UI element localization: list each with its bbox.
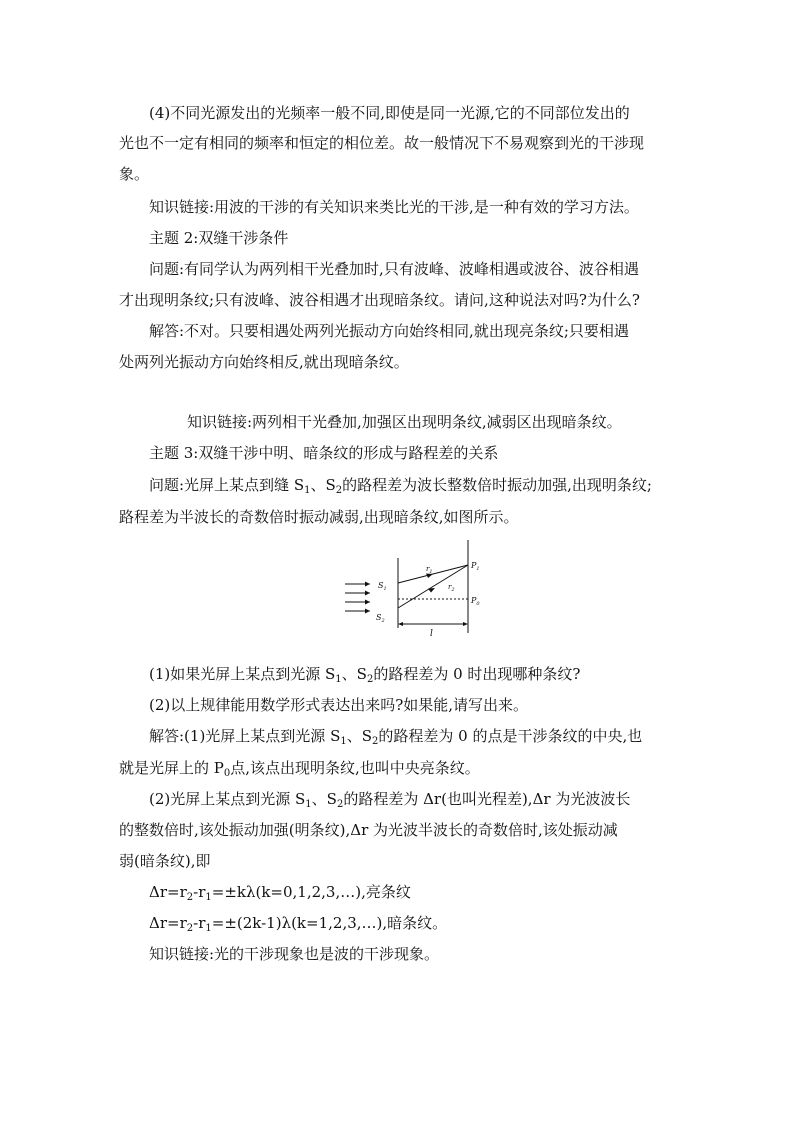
topic-heading: 主题 3:双缝干涉中明、暗条纹的形成与路程差的关系 <box>149 444 499 462</box>
path-r2 <box>398 565 468 608</box>
question-line: (2)以上规律能用数学形式表达出来吗?如果能,请写出来。 <box>149 696 529 714</box>
s2-label: $S_2$ <box>376 613 385 624</box>
topic-heading: 主题 2:双缝干涉条件 <box>149 229 289 247</box>
knowledge-link: 知识链接:两列相干光叠加,加强区出现明条纹,减弱区出现暗条纹。 <box>187 413 622 431</box>
paragraph-line: 象。 <box>119 165 150 183</box>
answer-line: (2)光屏上某点到光源 $S_1$、$S_2$的路程差为 Δr(也叫光程差),Δr 为光波波长 <box>149 790 631 810</box>
r2-label: $r_2$ <box>448 583 455 593</box>
answer-line: 就是光屏上的 $P_0$点,该点出现明条纹,也叫中央亮条纹。 <box>119 759 480 779</box>
question-line: (1)如果光屏上某点到光源 $S_1$、$S_2$的路程差为 0 时出现哪种条纹? <box>149 665 581 685</box>
answer-line: 解答:(1)光屏上某点到光源 $S_1$、$S_2$的路程差为 0 的点是干涉条纹的中央,也 <box>149 727 643 747</box>
paragraph-line: (4)不同光源发出的光频率一般不同,即使是同一光源,它的不同部位发出的 <box>149 104 630 122</box>
p0-label: $P_0$ <box>471 596 480 607</box>
s1-label: $S_1$ <box>378 581 387 592</box>
knowledge-link: 知识链接:光的干涉现象也是波的干涉现象。 <box>149 945 440 963</box>
answer-line: 处两列光振动方向始终相反,就出现暗条纹。 <box>119 353 409 371</box>
question-line: 路程差为半波长的奇数倍时振动减弱,出现暗条纹,如图所示。 <box>119 508 519 526</box>
r1-label: $r_1$ <box>426 565 433 575</box>
question-line: 才出现明条纹;只有波峰、波谷相遇才出现暗条纹。请问,这种说法对吗?为什么? <box>119 291 640 309</box>
knowledge-link: 知识链接:用波的干涉的有关知识来类比光的干涉,是一种有效的学习方法。 <box>149 198 639 216</box>
answer-line: 解答:不对。只要相遇处两列光振动方向始终相同,就出现亮条纹;只要相遇 <box>149 322 629 340</box>
answer-line: 的整数倍时,该处振动加强(明条纹),Δr 为光波半波长的奇数倍时,该处振动减 <box>119 821 618 839</box>
question-line: 问题:有同学认为两列相干光叠加时,只有波峰、波峰相遇或波谷、波谷相遇 <box>149 260 639 278</box>
distance-label: l <box>430 629 433 638</box>
p1-label: $P_1$ <box>471 561 480 572</box>
paragraph-line: 光也不一定有相同的频率和恒定的相位差。故一般情况下不易观察到光的干涉现 <box>119 134 645 152</box>
formula-dark: $\Delta r=r_2-r_1=\pm(2k-1)\lambda(k=1,2,3,\dots)$,暗条纹。 <box>149 914 448 934</box>
question-line: 问题:光屏上某点到缝 $S_1$、$S_2$的路程差为波长整数倍时振动加强,出现明条纹; <box>149 476 652 496</box>
double-slit-diagram <box>340 538 500 638</box>
answer-line: 弱(暗条纹),即 <box>119 852 211 870</box>
formula-bright: $\Delta r=r_2-r_1=\pm k\lambda(k=0,1,2,3,\dots)$,亮条纹 <box>149 883 411 903</box>
